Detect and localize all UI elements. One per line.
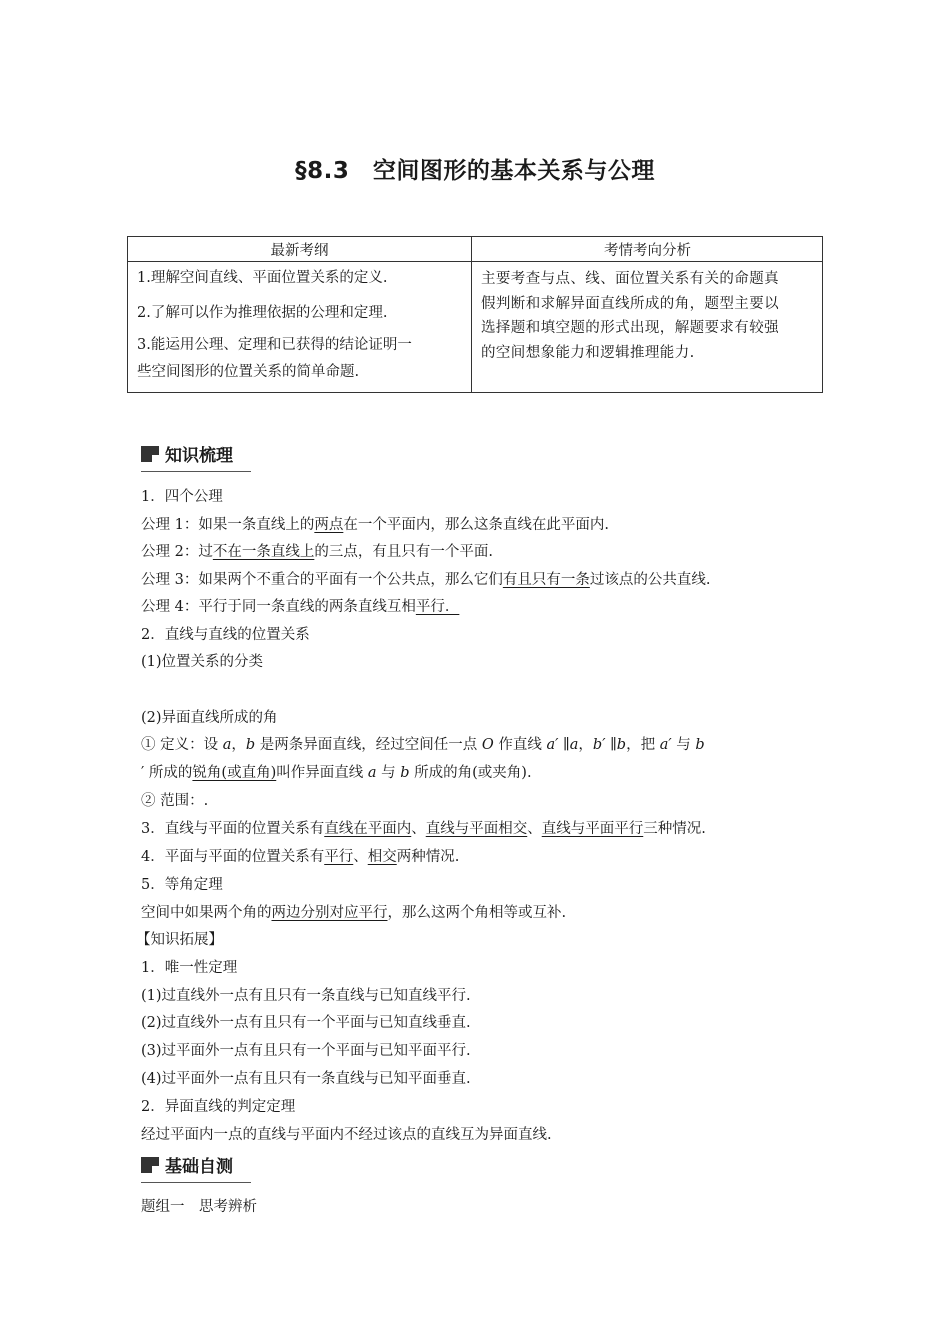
answer-blank: 有且只有一条 [502, 572, 590, 588]
axiom-4 [141, 597, 459, 617]
uniqueness-4: (4)过平面外一点有且只有一条直线与已知平面垂直. [141, 1071, 471, 1087]
text: ′ 所成的 [141, 765, 193, 781]
text: ， [578, 737, 593, 753]
answer-blank: 不在一条直线上 [212, 544, 315, 560]
heading-skew-criterion: 2．异面直线的判定定理 [141, 1099, 296, 1115]
text: 与 [671, 737, 696, 753]
text: 3．直线与平面的位置关系有 [141, 821, 325, 837]
equal-angle-theorem [141, 903, 566, 923]
text: 过该点的公共直线. [589, 572, 711, 588]
var: O [481, 737, 494, 753]
var: a [367, 765, 377, 781]
uniqueness-2: (2)过直线外一点有且只有一个平面与已知直线垂直. [141, 1015, 471, 1031]
var: b′ [592, 737, 606, 753]
var: b [245, 737, 256, 753]
answer-blank: 两点 [314, 517, 344, 533]
text: ，那么这两个角相等或互补. [387, 905, 567, 921]
var: b [695, 737, 705, 753]
text: 公理 4：平行于同一条直线的两条直线互相 [141, 599, 416, 615]
subheading-classification: (1)位置关系的分类 [141, 654, 264, 670]
answer-blank: 相交 [367, 849, 397, 865]
section-square-icon [141, 446, 159, 462]
text: 在一个平面内，那么这条直线在此平面内. [343, 517, 609, 533]
text: 三种情况. [643, 821, 706, 837]
var: b [616, 737, 627, 753]
text: 与 [376, 765, 401, 781]
axiom-2 [141, 542, 493, 562]
heading-four-axioms: 1．四个公理 [141, 489, 223, 505]
syllabus-item-2: 2.了解可以作为推理依据的公理和定理. [137, 305, 388, 321]
text: ∥ [605, 737, 617, 753]
text: 公理 1：如果一条直线上的 [141, 517, 315, 533]
analysis-line: 的空间想象能力和逻辑推理能力. [481, 344, 695, 361]
analysis-line: 主要考查与点、线、面位置关系有关的命题真 [481, 271, 779, 287]
text: 公理 3：如果两个不重合的平面有一个公共点，那么它们 [141, 572, 503, 588]
section-title: 知识梳理 [165, 446, 233, 466]
syllabus-item-3: 3.能运用公理、定理和已获得的结论证明一 [137, 337, 412, 353]
analysis-text [481, 267, 817, 365]
analysis-line: 选择题和填空题的形式出现，解题要求有较强 [481, 320, 779, 336]
knowledge-extension-label: 【知识拓展】 [136, 932, 223, 948]
axiom-3 [141, 570, 710, 590]
var: a′ [659, 737, 672, 753]
section-underline [141, 1182, 251, 1183]
question-group-label: 题组一 思考辨析 [141, 1199, 257, 1215]
plane-plane-relations [141, 847, 459, 867]
text: 的三点，有且只有一个平面. [314, 544, 493, 560]
var: a [222, 737, 232, 753]
syllabus-item-1: 1.理解空间直线、平面位置关系的定义. [137, 270, 388, 286]
uniqueness-3: (3)过平面外一点有且只有一个平面与已知平面平行. [141, 1043, 471, 1059]
page-title: §8.3 空间图形的基本关系与公理 [295, 158, 655, 184]
var: a′ [546, 737, 559, 753]
answer-blank: 锐角(或直角) [192, 765, 277, 781]
uniqueness-1: (1)过直线外一点有且只有一条直线与已知直线平行. [141, 988, 471, 1004]
section-underline [141, 471, 251, 472]
syllabus-table [127, 236, 823, 393]
var: b [400, 765, 410, 781]
text: ① 定义：设 [141, 737, 223, 753]
text: ，把 [626, 737, 660, 753]
analysis-line: 假判断和求解异面直线所成的角，题型主要以 [481, 295, 779, 312]
answer-blank: 平行． [415, 599, 460, 615]
text: ， [231, 737, 246, 753]
section-square-icon [141, 1157, 159, 1173]
table-header-rule [128, 261, 822, 262]
subheading-skew-angle: (2)异面直线所成的角 [141, 710, 278, 726]
text: 、 [353, 849, 368, 865]
text: 叫作异面直线 [276, 765, 368, 781]
text: 、 [411, 821, 426, 837]
text: 所成的角(或夹角). [409, 765, 532, 781]
answer-blank: 直线在平面内 [324, 821, 412, 837]
text: 作直线 [493, 737, 547, 753]
answer-blank: 直线与平面平行 [541, 821, 644, 837]
section-title: 基础自测 [165, 1157, 233, 1177]
syllabus-item-3-cont: 些空间图形的位置关系的简单命题. [137, 364, 360, 380]
table-header-left: 最新考纲 [270, 243, 329, 259]
answer-blank: 两边分别对应平行 [271, 905, 388, 921]
answer-blank: 平行 [324, 849, 354, 865]
text: 空间中如果两个角的 [141, 905, 272, 921]
skew-criterion: 经过平面内一点的直线与平面内不经过该点的直线互为异面直线. [141, 1127, 552, 1143]
text: 两种情况. [396, 849, 460, 865]
var: a [569, 737, 579, 753]
definition-line-2 [141, 763, 532, 783]
range-line: ② 范围：. [141, 793, 209, 809]
table-header-right: 考情考向分析 [604, 243, 691, 259]
text: 、 [527, 821, 542, 837]
axiom-1 [141, 515, 609, 535]
text: 是两条异面直线，经过空间任一点 [255, 737, 482, 753]
text: 4．平面与平面的位置关系有 [141, 849, 325, 865]
heading-uniqueness: 1．唯一性定理 [141, 960, 238, 976]
answer-blank: 直线与平面相交 [425, 821, 528, 837]
heading-line-line: 2．直线与直线的位置关系 [141, 627, 310, 643]
heading-equal-angle: 5．等角定理 [141, 877, 223, 893]
text: ∥ [558, 737, 570, 753]
text: 公理 2：过 [141, 544, 213, 560]
definition-line-1 [141, 735, 705, 755]
line-plane-relations [141, 819, 706, 839]
